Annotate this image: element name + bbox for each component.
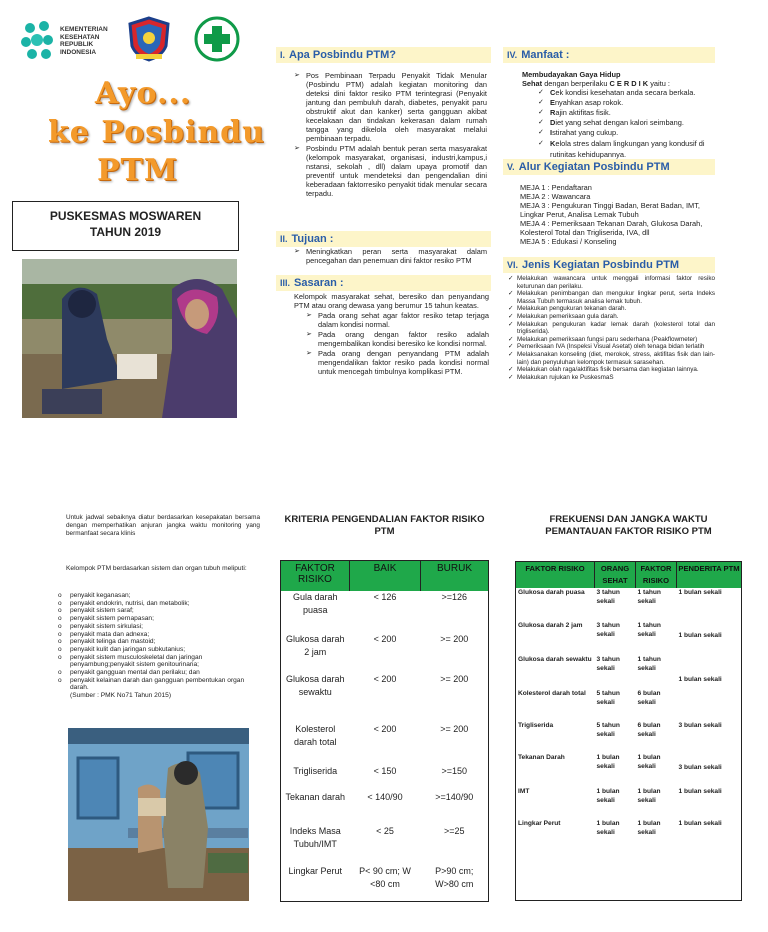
puskesmas-name: PUSKESMAS MOSWAREN bbox=[49, 209, 202, 223]
ptm-group-item: o penyakit sistem saraf; bbox=[58, 607, 258, 615]
criteria-factor: Tekanan darah bbox=[285, 792, 346, 802]
frequency-patient: 1 bulan sekali bbox=[678, 589, 722, 596]
meja-item: MEJA 5 : Edukasi / Konseling bbox=[520, 237, 617, 246]
cerdik-item bbox=[538, 98, 715, 107]
criteria-factor: Kolesterol darah total bbox=[293, 724, 337, 747]
cerdik-item bbox=[538, 118, 715, 127]
cerdik-item bbox=[538, 128, 715, 137]
activity-photo-2 bbox=[68, 728, 249, 901]
puskesmas-box bbox=[12, 201, 239, 251]
ptm-group-item: o penyakit telinga dan mastoid; bbox=[58, 638, 258, 646]
ptm-group-item: o penyakit endokrin, nutrisi, dan metabolik; bbox=[58, 600, 258, 608]
ministry-line-1: KEMENTERIAN bbox=[60, 26, 108, 33]
frequency-risk: 1 bulan sekali bbox=[637, 820, 661, 836]
criteria-table bbox=[280, 560, 489, 902]
section-4-number: IV. bbox=[507, 50, 518, 60]
frequency-header-risk: FAKTOR RISIKO bbox=[636, 562, 677, 589]
section-6-number: VI. bbox=[507, 260, 519, 270]
cerdik-text: iet yang sehat dengan kalori seimbang. bbox=[555, 118, 684, 127]
ministry-line-4: INDONESIA bbox=[60, 48, 97, 56]
cerdik-item bbox=[538, 88, 715, 97]
table-row bbox=[516, 621, 742, 655]
table-row bbox=[516, 588, 742, 621]
table-row bbox=[281, 865, 489, 901]
table-row bbox=[516, 721, 742, 753]
frequency-patient: 1 bulan sekali bbox=[678, 820, 722, 827]
criteria-factor: Trigliserida bbox=[293, 766, 338, 776]
criteria-good: < 200 bbox=[373, 724, 397, 734]
section-3-title: Sasaran : bbox=[294, 277, 344, 289]
criteria-factor: Glukosa darah sewaktu bbox=[285, 674, 345, 697]
frequency-risk: 1 tahun sekali bbox=[637, 622, 661, 638]
frequency-patient: 1 bulan sekali bbox=[678, 632, 722, 639]
section-1-title: Apa Posbindu PTM? bbox=[289, 49, 396, 61]
section-4-head-sehat: Sehat bbox=[522, 79, 543, 88]
cerdik-initial: E bbox=[550, 98, 555, 107]
ptm-group-item: o penyakit sistem musculoskeletal dan jaringan penyambung;penyakit sistem genitourinaria; bbox=[58, 654, 258, 669]
frequency-healthy: 5 tahun sekali bbox=[596, 722, 620, 738]
frequency-patient: 3 bulan sekali bbox=[678, 722, 722, 729]
frequency-risk: 6 bulan sekali bbox=[637, 690, 661, 706]
table-row bbox=[516, 753, 742, 787]
kegiatan-item: ✓ Melakukan rujukan ke PuskesmaS bbox=[508, 374, 715, 382]
section-4-heading bbox=[503, 47, 715, 63]
frequency-factor: Glukosa darah sewaktu bbox=[518, 656, 592, 663]
activity-photo-1 bbox=[22, 259, 237, 418]
section-4-head-mid: dengan berperilaku bbox=[542, 79, 610, 88]
section-2-body bbox=[294, 247, 487, 266]
hero-title-line-2: ke Posbindu bbox=[48, 115, 265, 150]
section-4-head-cerdik: C E R D I K bbox=[609, 79, 649, 88]
criteria-bad: P>90 cm; W>80 cm bbox=[435, 866, 474, 889]
kegiatan-item: ✓ Melakukan penimbangan dan mengukur lingkar perut, serta Indeks Massa Tubuh termasuk analisa lemak tubuh. bbox=[508, 290, 715, 305]
ministry-logo-icon bbox=[18, 18, 60, 62]
kegiatan-item: ✓ Melaksanakan konseling (diet, merokok, stress, aktifitas fisik dan lain-lain) dan penyuluhan kelompok termasuk sarasehan. bbox=[508, 351, 715, 366]
frequency-risk: 6 bulan sekali bbox=[637, 722, 661, 738]
section-2-item: ➢ Meningkatkan peran serta masyarakat dalam pencegahan dan penemuan dini faktor resiko PTM bbox=[294, 247, 487, 265]
ptm-groups-intro: Kelompok PTM berdasarkan sistem dan organ tubuh meliputi: bbox=[66, 565, 247, 572]
section-1-number: I. bbox=[280, 50, 286, 60]
section-3-body bbox=[294, 292, 489, 377]
section-6-heading bbox=[503, 257, 715, 273]
frequency-patient: 3 bulan sekali bbox=[678, 764, 722, 771]
section-5-heading bbox=[503, 159, 715, 175]
ministry-line-3: REPUBLIK bbox=[60, 41, 94, 48]
frequency-risk: 1 bulan sekali bbox=[637, 788, 661, 804]
criteria-factor: Glukosa darah 2 jam bbox=[285, 634, 345, 657]
criteria-good: < 200 bbox=[373, 634, 397, 644]
frequency-factor: Glukosa darah puasa bbox=[518, 589, 585, 596]
kegiatan-item: ✓ Pemeriksaan IVA (Inspeksi Visual Asetat) oleh tenaga bidan terlatih bbox=[508, 343, 715, 351]
table-row bbox=[516, 689, 742, 721]
frequency-patient: 1 bulan sekali bbox=[678, 676, 722, 683]
section-1-item: ➢ Pos Pembinaan Terpadu Penyakit Tidak Menular (Posbindu PTM) adalah kegiatan monitoring dan deteksi dini faktor resiko PTM terintegrasi (Penyakit jantung dan pembuluh darah, diabetes, penyakit paru obstruktif akut dan kanker) serta gangguan akibat kecelakaan dan tindakan kekerasan dalam rumah tangga yang dikelola oleh masyarakat melalui pembinaan terpadu. bbox=[294, 71, 487, 143]
section-1-heading bbox=[276, 47, 491, 63]
section-5-number: V. bbox=[507, 162, 515, 172]
cerdik-initial: D bbox=[550, 118, 556, 127]
cerdik-initial: C bbox=[550, 88, 556, 97]
ptm-group-item: o penyakit kulit dan jaringan subkutanius; bbox=[58, 646, 258, 654]
criteria-bad: >=150 bbox=[441, 766, 468, 776]
schedule-note: Untuk jadwal sebaiknya diatur berdasarkan kesepakatan bersama dengan memperhatikan anjuran jangka waktu monitoring yang bermanfaat secara klinis bbox=[66, 514, 260, 537]
table-row bbox=[281, 591, 489, 633]
section-2-number: II. bbox=[280, 234, 288, 244]
frequency-healthy: 1 bulan sekali bbox=[596, 754, 620, 770]
meja-item: MEJA 1 : Pendaftaran bbox=[520, 183, 592, 192]
frequency-title: FREKUENSI DAN JANGKA WAKTU PEMANTAUAN FAKTOR RISIKO PTM bbox=[545, 514, 712, 537]
frequency-healthy: 3 tahun sekali bbox=[596, 622, 620, 638]
frequency-factor: Trigliserida bbox=[518, 722, 554, 729]
ministry-line-2: KESEHATAN bbox=[60, 33, 100, 41]
frequency-healthy: 5 tahun sekali bbox=[596, 690, 620, 706]
section-3-number: III. bbox=[280, 278, 291, 288]
cerdik-text: elola stres dalam lingkungan yang kondusif di rutinitas kehidupannya. bbox=[550, 139, 705, 159]
criteria-factor: Gula darah puasa bbox=[292, 592, 338, 615]
section-3-item: ➢ Pada orang dengan penyandang PTM adalah mengendalikan faktor resiko pada kondisi normal untuk mencegah timbulnya komplikasi PTM. bbox=[306, 349, 489, 376]
section-4-title: Manfaat : bbox=[521, 49, 570, 61]
kegiatan-item: ✓ Melakukan pemeriksaan fungsi paru sederhana (Peakflowmeter) bbox=[508, 336, 715, 344]
frequency-factor: IMT bbox=[518, 788, 530, 795]
ptm-group-item: o penyakit sistem pernapasan; bbox=[58, 615, 258, 623]
ptm-groups-source: (Sumber : PMK No71 Tahun 2015) bbox=[70, 692, 172, 700]
cerdik-initial: K bbox=[550, 139, 556, 148]
criteria-bad: >=25 bbox=[443, 826, 465, 836]
frequency-healthy: 1 bulan sekali bbox=[596, 820, 620, 836]
criteria-bad: >= 200 bbox=[440, 634, 469, 644]
frequency-header-patient: PENDERITA PTM bbox=[677, 562, 742, 589]
section-6-body bbox=[508, 275, 715, 381]
hero-title-line-1: Ayo... bbox=[95, 76, 192, 111]
frequency-healthy: 3 tahun sekali bbox=[596, 589, 620, 605]
frequency-header-row bbox=[516, 562, 742, 589]
frequency-risk: 1 tahun sekali bbox=[637, 656, 661, 672]
section-5-body bbox=[520, 183, 715, 246]
kegiatan-item: ✓ Melakukan pengukuran tekanan darah. bbox=[508, 305, 715, 313]
section-4-head-2 bbox=[522, 79, 715, 88]
section-3-list bbox=[294, 311, 489, 376]
frequency-table bbox=[515, 561, 742, 901]
criteria-header-row bbox=[281, 561, 489, 592]
cerdik-initial: I bbox=[550, 128, 553, 137]
meja-item: MEJA 2 : Wawancara bbox=[520, 192, 591, 201]
table-row bbox=[281, 633, 489, 673]
kegiatan-item: ✓ Melakukan pemeriksaan gula darah. bbox=[508, 313, 715, 321]
ptm-group-item: o penyakit sistem sirkulasi; bbox=[58, 623, 258, 631]
frequency-patient: 1 bulan sekali bbox=[678, 788, 722, 795]
frequency-healthy: 3 tahun sekali bbox=[596, 656, 620, 672]
criteria-bad: >=126 bbox=[441, 592, 468, 602]
cerdik-initial: R bbox=[550, 108, 556, 117]
table-row bbox=[281, 791, 489, 825]
table-row bbox=[281, 723, 489, 765]
cerdik-text: nyahkan asap rokok. bbox=[554, 98, 624, 107]
ptm-groups-list bbox=[58, 592, 258, 700]
health-cross-icon bbox=[194, 16, 240, 62]
section-3-item: ➢ Pada orang dengan faktor resiko adalah mengembalikan kondisi beresiko ke kondisi normal. bbox=[306, 330, 489, 348]
section-1-body bbox=[294, 71, 487, 199]
meja-item: MEJA 3 : Pengukuran Tinggi Badan, Berat Badan, IMT, Lingkar Perut, Analisa Lemak Tubuh bbox=[520, 201, 700, 219]
table-row bbox=[516, 655, 742, 689]
criteria-good: < 150 bbox=[373, 766, 397, 776]
criteria-header-bad: BURUK bbox=[421, 561, 489, 592]
ptm-group-item: o penyakit keganasan; bbox=[58, 592, 258, 600]
frequency-risk: 1 bulan sekali bbox=[637, 754, 661, 770]
section-4-head-end: yaitu : bbox=[648, 79, 670, 88]
section-4-head-1: Membudayakan Gaya Hidup bbox=[522, 70, 621, 79]
kegiatan-item: ✓ Melakukan olah raga/aktifitas fisik bersama dan kegiatan lainnya. bbox=[508, 366, 715, 374]
kegiatan-item: ✓ Melakukan pengukuran kadar lemak darah (kolesterol total dan trigliserida). bbox=[508, 321, 715, 336]
ptm-group-item: o penyakit mata dan adnexa; bbox=[58, 631, 258, 639]
section-3-heading bbox=[276, 275, 491, 291]
criteria-header-good: BAIK bbox=[350, 561, 421, 592]
frequency-patient bbox=[677, 689, 742, 721]
cerdik-item bbox=[538, 108, 715, 117]
criteria-good: < 140/90 bbox=[367, 792, 403, 802]
frequency-header-healthy: ORANG SEHAT bbox=[595, 562, 636, 589]
logo-bar bbox=[18, 14, 243, 66]
section-5-title: Alur Kegiatan Posbindu PTM bbox=[518, 161, 670, 173]
meja-item: MEJA 4 : Pemeriksaan Tekanan Darah, Glukosa Darah, Kolesterol Total dan Trigliserida, IVA, dll bbox=[520, 219, 703, 237]
cerdik-text: ek kondisi kesehatan anda secara berkala. bbox=[555, 88, 696, 97]
regency-seal-icon bbox=[126, 16, 172, 62]
criteria-bad: >= 200 bbox=[440, 674, 469, 684]
kegiatan-item: ✓ Melakukan wawancara untuk menggali informasi faktor resiko keturunan dan perilaku. bbox=[508, 275, 715, 290]
section-6-title: Jenis Kegiatan Posbindu PTM bbox=[522, 259, 680, 271]
criteria-good: < 200 bbox=[373, 674, 397, 684]
frequency-risk: 1 tahun sekali bbox=[637, 589, 661, 605]
section-3-item: ➢ Pada orang sehat agar faktor resiko tetap terjaga dalam kondisi normal. bbox=[306, 311, 489, 329]
section-3-intro: Kelompok masyarakat sehat, beresiko dan penyandang PTM atau orang dewasa yang berumur 15 tahun keatas. bbox=[294, 292, 489, 310]
criteria-bad: >= 200 bbox=[440, 724, 469, 734]
table-row bbox=[281, 673, 489, 723]
section-2-heading bbox=[276, 231, 491, 247]
criteria-header-factor: FAKTOR RISIKO bbox=[281, 561, 350, 592]
puskesmas-year: TAHUN 2019 bbox=[89, 225, 162, 239]
criteria-factor: Lingkar Perut bbox=[288, 866, 343, 876]
criteria-bad: >=140/90 bbox=[435, 792, 474, 802]
ministry-name bbox=[60, 26, 108, 56]
criteria-good: < 25 bbox=[376, 826, 394, 836]
hero-title-line-3: PTM bbox=[97, 153, 179, 188]
ptm-group-item: o penyakit kelainan darah dan gangguan pembentukan organ darah. bbox=[58, 677, 258, 692]
frequency-factor: Glukosa darah 2 jam bbox=[518, 622, 583, 629]
section-2-title: Tujuan : bbox=[291, 233, 334, 245]
criteria-title: KRITERIA PENGENDALIAN FAKTOR RISIKO PTM bbox=[284, 514, 485, 537]
table-row bbox=[516, 819, 742, 901]
cerdik-text: ajin aktifitas fisik. bbox=[555, 108, 611, 117]
table-row bbox=[281, 825, 489, 865]
frequency-factor: Kolesterol darah total bbox=[518, 690, 586, 697]
criteria-good: P< 90 cm; W <80 cm bbox=[359, 866, 411, 889]
section-1-item: ➢ Posbindu PTM adalah bentuk peran serta masyarakat (kelompok masyarakat, organisasi, industri,kampus,i nstansi, sekolah , dll) dalam upaya promotif dan preventif untuk mendeteksi dan pengendalian dini keberadaan faktorresiko penyakit tidak menular secara terpadu. bbox=[294, 144, 487, 198]
criteria-good: < 126 bbox=[373, 592, 397, 602]
cerdik-list bbox=[522, 88, 715, 160]
cerdik-text: stirahat yang cukup. bbox=[552, 128, 619, 137]
frequency-factor: Tekanan Darah bbox=[518, 754, 565, 761]
section-4-body bbox=[522, 70, 715, 161]
criteria-factor: Indeks Masa Tubuh/IMT bbox=[289, 826, 341, 849]
table-row bbox=[516, 787, 742, 819]
frequency-header-factor: FAKTOR RISIKO bbox=[516, 562, 595, 589]
frequency-factor: Lingkar Perut bbox=[518, 820, 561, 827]
table-row bbox=[281, 765, 489, 791]
cerdik-item bbox=[538, 138, 715, 160]
frequency-healthy: 1 bulan sekali bbox=[596, 788, 620, 804]
ptm-group-item: o penyakit gangguan mental dan perilaku; dan bbox=[58, 669, 258, 677]
